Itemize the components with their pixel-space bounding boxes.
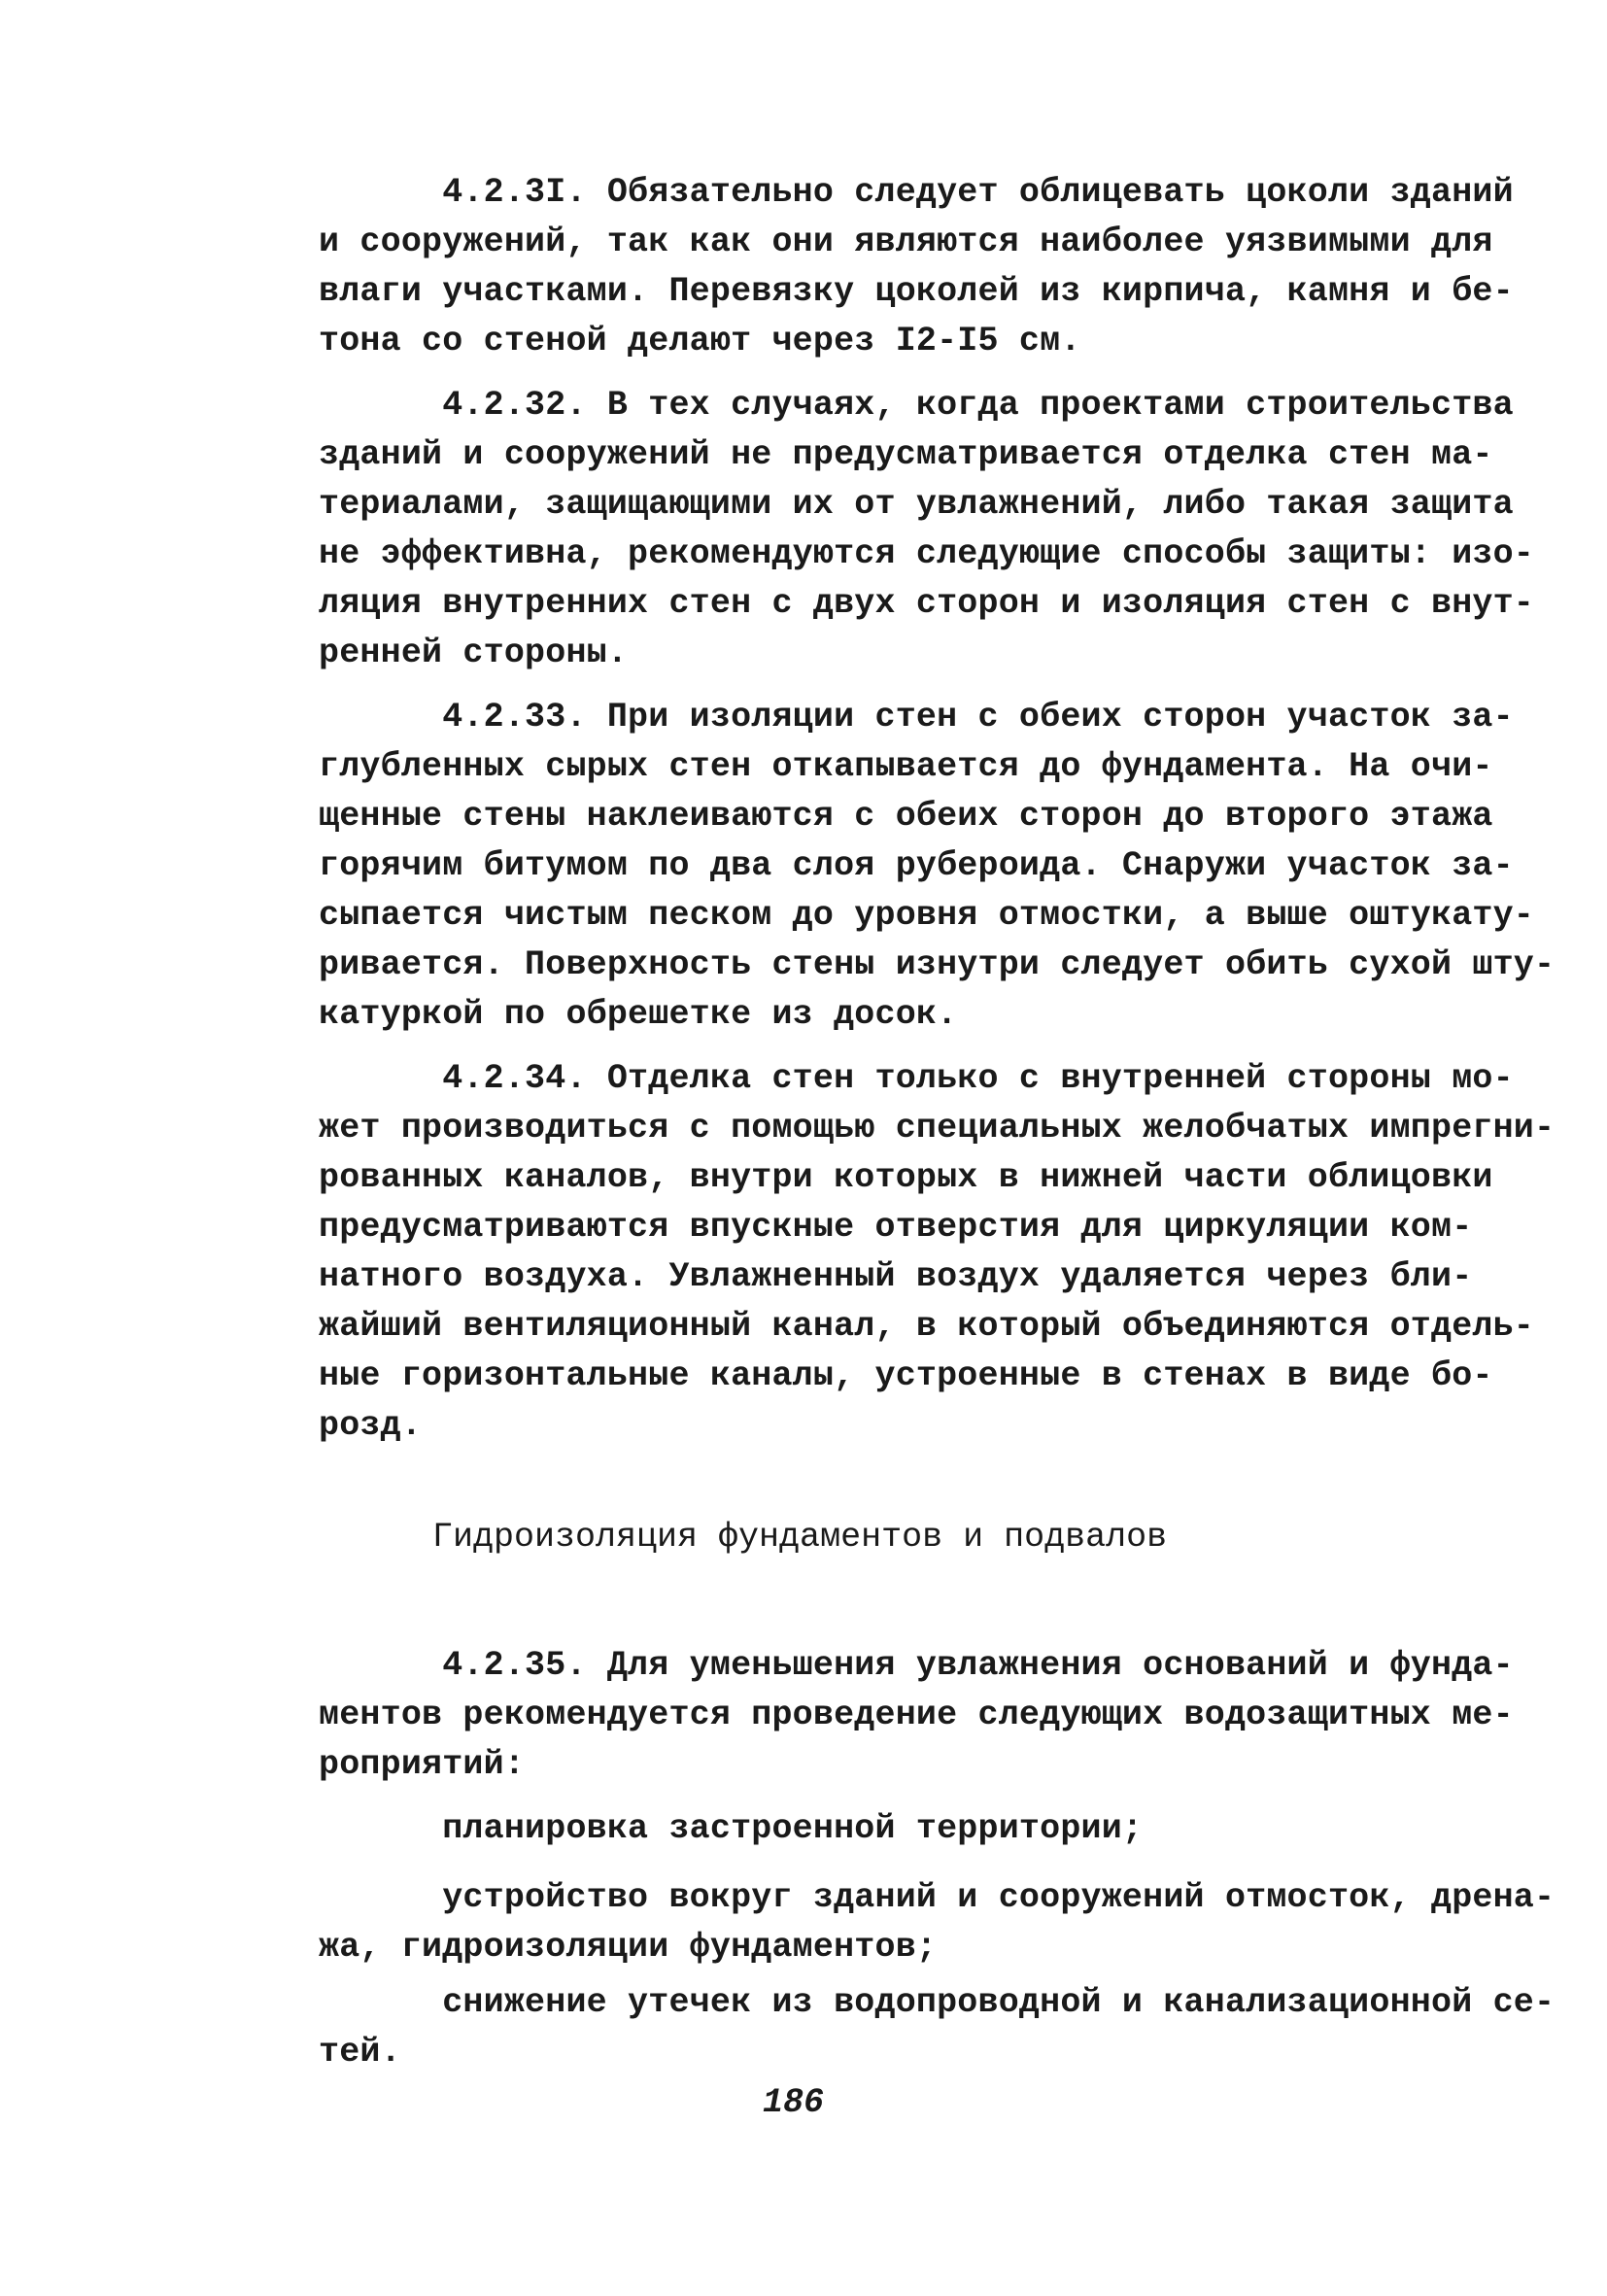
p31-line: тона со стеной делают через I2-I5 см. xyxy=(319,322,1081,360)
p33-line: сыпается чистым песком до уровня отмостки, а выше оштукату- xyxy=(319,896,1535,935)
list-item: снижение утечек из водопроводной и канализационной се- xyxy=(319,1983,1556,2022)
list-item: жа, гидроизоляции фундаментов; xyxy=(319,1928,938,1967)
p34-line: рованных каналов, внутри которых в нижней части облицовки xyxy=(319,1158,1493,1197)
p34-line: розд. xyxy=(319,1406,423,1445)
p34-line: жет производиться с помощью специальных желобчатых импрегни- xyxy=(319,1109,1556,1148)
p35-line: роприятий: xyxy=(319,1745,526,1784)
p32-line: 4.2.32. В тех случаях, когда проектами строительства xyxy=(319,386,1514,425)
p34-line: натного воздуха. Увлажненный воздух удаляется через бли- xyxy=(319,1257,1473,1296)
p34-line: 4.2.34. Отделка стен только с внутренней стороны мо- xyxy=(319,1059,1514,1098)
p35-line: 4.2.35. Для уменьшения увлажнения оснований и фунда- xyxy=(319,1646,1514,1685)
list-item: тей. xyxy=(319,2033,401,2072)
p34-line: жайший вентиляционный канал, в который объединяются отдель- xyxy=(319,1307,1535,1346)
p34-line: предусматриваются впускные отверстия для циркуляции ком- xyxy=(319,1208,1473,1247)
p31-line: 4.2.3I. Обязательно следует облицевать цоколи зданий xyxy=(319,173,1514,212)
p33-line: щенные стены наклеиваются с обеих сторон до второго этажа xyxy=(319,797,1493,836)
p33-line: глубленных сырых стен откапывается до фундамента. На очи- xyxy=(319,747,1493,786)
p31-line: и сооружений, так как они являются наиболее уязвимыми для xyxy=(319,223,1493,261)
p33-line: 4.2.33. При изоляции стен с обеих сторон участок за- xyxy=(319,698,1514,737)
p32-line: ляция внутренних стен с двух сторон и изоляция стен с внут- xyxy=(319,584,1535,623)
list-item: планировка застроенной территории; xyxy=(319,1809,1144,1848)
p35-line: ментов рекомендуется проведение следующих водозащитных ме- xyxy=(319,1696,1514,1734)
p33-line: ривается. Поверхность стены изнутри следует обить сухой шту- xyxy=(319,945,1556,984)
page-number: 186 xyxy=(763,2083,825,2122)
p32-line: зданий и сооружений не предусматривается отделка стен ма- xyxy=(319,435,1493,474)
p32-line: териалами, защищающими их от увлажнений, либо такая защита xyxy=(319,485,1514,524)
p32-line: ренней стороны. xyxy=(319,634,629,672)
p33-line: горячим битумом по два слоя рубероида. Снаружи участок за- xyxy=(319,846,1514,885)
list-item: устройство вокруг зданий и сооружений отмосток, дрена- xyxy=(319,1878,1556,1917)
p32-line: не эффективна, рекомендуются следующие способы защиты: изо- xyxy=(319,534,1535,573)
p33-line: катуркой по обрешетке из досок. xyxy=(319,995,958,1034)
p34-line: ные горизонтальные каналы, устроенные в стенах в виде бо- xyxy=(319,1356,1493,1395)
section-heading: Гидроизоляция фундаментов и подвалов xyxy=(432,1518,1168,1557)
p31-line: влаги участками. Перевязку цоколей из кирпича, камня и бе- xyxy=(319,272,1514,311)
